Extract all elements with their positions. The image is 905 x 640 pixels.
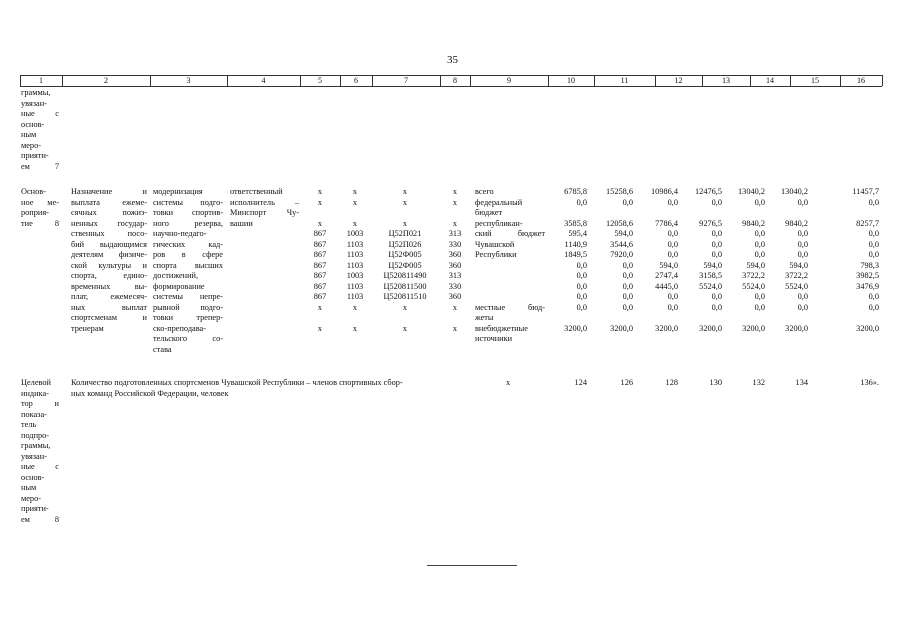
col10-cell-line: 0,0 <box>576 197 587 207</box>
col9-cell-line <box>475 282 545 293</box>
indicator-label-line: индика- <box>21 388 49 398</box>
target-indicator-col9: x <box>506 378 511 387</box>
col10-values <box>549 187 587 334</box>
col8-cell-line: x <box>452 197 458 207</box>
col10-cell-line <box>549 208 587 219</box>
col7-cell-line: Ц520811500 <box>383 281 427 291</box>
indicator-label-line: показа- <box>21 409 47 419</box>
executor-line: вашии <box>230 218 253 228</box>
activity-goal-line: системы непре- <box>153 292 223 301</box>
col6-cell-line <box>341 208 369 219</box>
col6-cell-line: 1003 <box>346 229 364 238</box>
subprogram-label-line: граммы, <box>21 88 51 97</box>
col7-cell-line: x <box>402 197 408 207</box>
col8-cell-line: x <box>452 302 458 312</box>
col7-cell-line: Ц52П021 <box>388 229 422 238</box>
col14-cell-line: 9840,2 <box>742 218 765 228</box>
header-cell-11: 11 <box>620 76 629 85</box>
subprogram-label-line: ным <box>21 130 37 139</box>
indicator-value: 134 <box>795 378 808 387</box>
col16-cell-line: 0,0 <box>868 292 879 301</box>
col16-values <box>834 187 879 334</box>
activity-description-line: ственных посо- <box>71 229 147 238</box>
col15-values <box>768 187 808 334</box>
col11-cell-line: 7920,0 <box>610 250 633 259</box>
col9-cell-line: источники <box>475 334 513 343</box>
indicator-label-line: Целевой <box>21 378 51 387</box>
subprogram-label-line: ем 7 <box>21 161 59 171</box>
col16-cell-line: 3200,0 <box>856 323 879 333</box>
target-indicator-label <box>21 378 59 525</box>
activity-description <box>71 187 147 334</box>
col14-cell-line: 0,0 <box>754 292 765 301</box>
activity-goal-line: спорта высших <box>153 260 223 270</box>
col6-cell-line: 1103 <box>346 239 364 249</box>
indicator-label-line: меро- <box>21 493 41 503</box>
activity-description-line: ненных государ- <box>71 218 147 228</box>
col14-cell-line: 0,0 <box>754 197 765 207</box>
col13-cell-line <box>682 313 722 324</box>
col14-cell-line: 3200,0 <box>742 323 765 333</box>
indicator-label-line: прияти- <box>21 504 49 513</box>
col7-csr <box>373 187 437 334</box>
col12-cell-line: 0,0 <box>667 239 678 249</box>
header-cell-16: 16 <box>857 76 865 85</box>
col9-cell-line: всего <box>475 187 494 196</box>
col10-cell-line: 3585,8 <box>564 218 587 228</box>
activity-goal-line: ско-преподава- <box>153 323 206 333</box>
col16-cell-line: 3476,9 <box>856 281 879 291</box>
col7-cell-line: Ц52Ф005 <box>388 260 422 270</box>
col7-cell-line: x <box>402 218 408 228</box>
col15-cell-line: 13040,2 <box>781 187 808 196</box>
activity-description-line: бий выдающимся <box>71 239 147 249</box>
col9-cell-line <box>475 271 545 282</box>
col9-cell-line: местные бюд- <box>475 302 545 312</box>
indicator-value: 128 <box>665 378 678 387</box>
col12-values <box>638 187 678 334</box>
col15-cell-line: 594,0 <box>789 260 808 270</box>
subprogram-label-line: меро- <box>21 140 41 150</box>
header-cell-6: 6 <box>354 76 358 85</box>
col7-cell-line <box>373 313 437 324</box>
col6-cell-line <box>341 313 369 324</box>
col13-cell-line: 0,0 <box>711 302 722 312</box>
header-cell-9: 9 <box>507 76 511 85</box>
col7-cell-line: x <box>402 323 408 333</box>
activity-goal-line: ров в сфере <box>153 250 223 259</box>
col8-cell-line: 313 <box>448 229 462 238</box>
header-cell-1: 1 <box>39 76 43 85</box>
col9-cell-line: внебюджетные <box>475 323 528 333</box>
activity-goal-line: формирование <box>153 281 205 291</box>
col12-cell-line: 0,0 <box>667 250 678 259</box>
header-cell-12: 12 <box>674 76 683 85</box>
col14-values <box>725 187 765 334</box>
activity-label-line: тие 8 <box>21 218 59 228</box>
col12-cell-line: 10986,4 <box>651 187 678 196</box>
activity-description-line: временных вы- <box>71 281 147 291</box>
col15-cell-line: 0,0 <box>797 302 808 312</box>
col15-cell-line: 9840,2 <box>785 218 808 228</box>
col16-cell-line: 0,0 <box>868 229 879 238</box>
col15-cell-line: 0,0 <box>797 292 808 301</box>
col8-cell-line: 313 <box>448 271 462 280</box>
footer-rule <box>427 565 517 566</box>
subprogram-label-line: основ- <box>21 119 45 129</box>
indicator-label-line: граммы, <box>21 441 51 450</box>
col5-cell-line <box>306 313 334 324</box>
col15-cell-line: 3200,0 <box>785 323 808 333</box>
col13-values <box>682 187 722 334</box>
indicator-label-line: увязан- <box>21 451 47 461</box>
col11-cell-line: 0,0 <box>622 271 633 280</box>
col13-cell-line: 9276,5 <box>699 218 722 228</box>
activity-goal-line: модернизация <box>153 187 203 196</box>
col12-cell-line <box>638 313 678 324</box>
col16-cell-line: 0,0 <box>868 239 879 249</box>
col8-cell-line <box>444 313 466 324</box>
col6-cell-line: x <box>352 187 358 196</box>
col9-cell-line <box>475 292 545 303</box>
activity-goal-line: ного резерва, <box>153 218 223 228</box>
col8-cell-line: x <box>452 323 458 333</box>
header-cell-2: 2 <box>104 76 108 85</box>
col12-cell-line: 3200,0 <box>655 323 678 333</box>
col10-cell-line: 1849,5 <box>564 250 587 259</box>
col12-cell-line: 0,0 <box>667 229 678 238</box>
activity-description-line: тренерам <box>71 323 104 333</box>
col7-cell-line: x <box>402 187 408 196</box>
activity-goal-line: тельского со- <box>153 334 223 343</box>
col8-cell-line: x <box>452 218 458 228</box>
activity-description-line: деятелям физиче- <box>71 250 147 259</box>
activity-goal-line: системы подго- <box>153 197 223 207</box>
col16-cell-line: 0,0 <box>868 250 879 259</box>
activity-description-line: ных выплат <box>71 302 147 312</box>
col11-cell-line: 594,0 <box>614 229 633 238</box>
col13-cell-line: 594,0 <box>703 260 722 270</box>
col8-cell-line: 330 <box>448 239 462 249</box>
col6-cell-line: 1103 <box>346 250 364 259</box>
col10-cell-line: 0,0 <box>576 281 587 291</box>
activity-goal-line: научно-педаго- <box>153 229 207 238</box>
table-header-bottom-border <box>20 86 882 87</box>
main-activity-8-label <box>21 187 59 229</box>
col7-cell-line: x <box>402 302 408 312</box>
col14-cell-line: 0,0 <box>754 239 765 249</box>
col16-cell-line: 11457,7 <box>852 187 879 196</box>
indicator-description-line: ных команд Российской Федерации, человек <box>71 388 229 398</box>
col14-cell-line: 3722,2 <box>742 271 765 280</box>
col5-cell-line: 867 <box>313 239 327 249</box>
col11-cell-line: 0,0 <box>622 292 633 301</box>
col15-cell-line: 3722,2 <box>785 271 808 280</box>
col9-cell-line <box>475 261 545 272</box>
col9-cell-line: жеты <box>475 313 494 322</box>
indicator-label-line: подпро- <box>21 430 50 440</box>
col6-cell-line: x <box>352 323 358 333</box>
indicator-label-line: ным <box>21 483 37 492</box>
indicator-value: 136». <box>860 378 879 387</box>
activity-description-line: ской культуры и <box>71 260 147 270</box>
col13-cell-line: 12476,5 <box>695 187 722 196</box>
header-cell-14: 14 <box>766 76 774 85</box>
header-cell-7: 7 <box>404 76 408 85</box>
col6-cell-line: 1103 <box>346 281 364 291</box>
col15-cell-line: 0,0 <box>797 197 808 207</box>
col5-cell-line: x <box>317 218 323 228</box>
activity-description-line: спорта, едино- <box>71 271 147 280</box>
col11-cell-line <box>592 208 633 219</box>
activity-goal-line: рывной подго- <box>153 302 223 312</box>
activity-goal <box>153 187 223 355</box>
col13-cell-line: 0,0 <box>711 229 722 238</box>
col5-cell-line: 867 <box>313 250 327 259</box>
col16-cell-line: 798,3 <box>860 260 879 270</box>
col10-cell-line: 0,0 <box>576 260 587 270</box>
activity-goal-line: товки трепер- <box>153 313 223 322</box>
col10-cell-line: 6785,8 <box>564 187 587 196</box>
col7-cell-line: Ц520811510 <box>383 292 427 301</box>
col12-cell-line: 0,0 <box>667 292 678 301</box>
activity-description-line: Назначение и <box>71 187 147 196</box>
col13-cell-line: 5524,0 <box>699 281 722 291</box>
col14-cell-line: 0,0 <box>754 250 765 259</box>
col9-cell-line: ский бюджет <box>475 229 545 238</box>
col11-cell-line: 0,0 <box>622 260 633 270</box>
activity-goal-line: товки спортив- <box>153 208 223 217</box>
indicator-value: 126 <box>620 378 633 387</box>
header-cell-15: 15 <box>811 76 819 85</box>
executor-line: исполнитель – <box>230 197 299 207</box>
col10-cell-line: 0,0 <box>576 292 587 301</box>
header-cell-5: 5 <box>318 76 322 85</box>
col15-cell-line: 0,0 <box>797 250 808 259</box>
col13-cell-line <box>682 208 722 219</box>
col6-rzpr <box>341 187 369 334</box>
col7-cell-line: Ц52П026 <box>388 239 422 249</box>
header-cell-13: 13 <box>722 76 730 85</box>
col14-cell-line <box>725 313 765 324</box>
indicator-value: 130 <box>709 378 722 387</box>
col12-cell-line: 0,0 <box>667 302 678 312</box>
col13-cell-line: 3158,5 <box>699 271 722 280</box>
col16-cell-line: 3982,5 <box>856 271 879 280</box>
activity-goal-line: гических кад- <box>153 239 223 249</box>
col5-cell-line: x <box>317 323 323 333</box>
col6-cell-line: 1103 <box>346 292 364 301</box>
col14-cell-line: 5524,0 <box>742 281 765 291</box>
col5-cell-line: x <box>317 187 323 196</box>
col8-cell-line: 360 <box>448 292 462 301</box>
col12-cell-line: 2747,4 <box>655 271 678 280</box>
col14-cell-line <box>725 208 765 219</box>
col5-cell-line: x <box>317 197 323 207</box>
indicator-label-line: тор и <box>21 399 59 408</box>
col11-cell-line: 0,0 <box>622 197 633 207</box>
row-subprogram-7-label <box>21 88 59 172</box>
subprogram-label-line: ные с <box>21 109 59 118</box>
col5-cell-line: x <box>317 302 323 312</box>
executor-line: Минспорт Чу- <box>230 208 299 217</box>
col13-cell-line: 0,0 <box>711 292 722 301</box>
col10-cell-line: 1140,9 <box>564 239 587 249</box>
col5-grbs <box>306 187 334 334</box>
col5-cell-line: 867 <box>313 271 327 280</box>
col7-cell-line <box>373 208 437 219</box>
executor-line: ответственный <box>230 187 283 196</box>
responsible-executor <box>230 187 299 229</box>
col12-cell-line: 4445,0 <box>655 281 678 291</box>
col7-cell-line: Ц520811490 <box>383 271 427 280</box>
col8-cell-line: 360 <box>448 250 462 259</box>
col10-cell-line: 0,0 <box>576 271 587 280</box>
col10-cell-line: 0,0 <box>576 302 587 312</box>
col14-cell-line: 0,0 <box>754 229 765 238</box>
col5-cell-line: 867 <box>313 281 327 291</box>
col5-cell-line: 867 <box>313 229 327 238</box>
col8-cell-line: 360 <box>448 260 462 270</box>
col12-cell-line: 7786,4 <box>655 218 678 228</box>
col13-cell-line: 3200,0 <box>699 323 722 333</box>
col16-cell-line: 0,0 <box>868 197 879 207</box>
col8-vr <box>444 187 466 334</box>
col16-cell-line: 8257,7 <box>856 218 879 228</box>
activity-goal-line: достижений, <box>153 271 199 280</box>
col6-cell-line: x <box>352 218 358 228</box>
col13-cell-line: 0,0 <box>711 197 722 207</box>
col13-cell-line: 0,0 <box>711 250 722 259</box>
header-divider <box>882 75 883 86</box>
col11-cell-line <box>592 313 633 324</box>
col14-cell-line: 0,0 <box>754 302 765 312</box>
indicator-label-line: основ- <box>21 472 45 482</box>
activity-label-line: ное ме- <box>21 197 59 207</box>
col12-cell-line: 594,0 <box>659 260 678 270</box>
activity-description-line: плат, ежемесяч- <box>71 292 147 301</box>
col9-cell-line: Чувашской <box>475 239 515 249</box>
col11-cell-line: 3544,6 <box>610 239 633 249</box>
header-cell-10: 10 <box>567 76 575 85</box>
col9-cell-line: Республики <box>475 250 517 259</box>
col16-cell-line <box>834 313 879 324</box>
col6-cell-line: 1003 <box>346 271 364 280</box>
subprogram-label-line: прияти- <box>21 151 49 160</box>
col9-cell-line: бюджет <box>475 208 503 217</box>
col11-cell-line: 0,0 <box>622 302 633 312</box>
col7-cell-line: Ц52Ф005 <box>388 250 422 259</box>
col15-cell-line <box>768 313 808 324</box>
activity-description-line: сячных пожиз- <box>71 208 147 217</box>
indicator-label-line: ем 8 <box>21 514 59 524</box>
col10-cell-line <box>549 313 587 324</box>
col6-cell-line: 1103 <box>346 260 364 270</box>
indicator-label-line: тель <box>21 420 37 429</box>
header-cell-3: 3 <box>186 76 191 85</box>
col9-cell-line: федеральный <box>475 197 523 207</box>
header-cell-8: 8 <box>453 76 457 85</box>
target-indicator-description <box>71 378 491 399</box>
indicator-value: 132 <box>752 378 765 387</box>
col16-cell-line <box>834 208 879 219</box>
col15-cell-line <box>768 208 808 219</box>
col9-cell-line: республикан- <box>475 218 523 228</box>
indicator-label-line: ные с <box>21 462 59 471</box>
col5-cell-line <box>306 208 334 219</box>
indicator-value: 124 <box>574 378 587 387</box>
col5-cell-line: 867 <box>313 260 327 270</box>
activity-label-line: роприя- <box>21 208 49 217</box>
col12-cell-line <box>638 208 678 219</box>
col10-cell-line: 3200,0 <box>564 323 587 333</box>
col8-cell-line <box>444 208 466 219</box>
col8-cell-line: 330 <box>448 281 462 291</box>
col11-cell-line: 3200,0 <box>610 323 633 333</box>
col15-cell-line: 0,0 <box>797 229 808 238</box>
col11-cell-line: 15258,6 <box>606 187 633 196</box>
col10-cell-line: 595,4 <box>568 229 587 238</box>
funding-source <box>475 187 545 345</box>
col11-cell-line: 0,0 <box>622 281 633 291</box>
activity-description-line: спортсменам и <box>71 313 147 322</box>
activity-description-line: выплата ежеме- <box>71 197 147 207</box>
col16-cell-line: 0,0 <box>868 302 879 312</box>
col14-cell-line: 13040,2 <box>738 187 765 196</box>
col13-cell-line: 0,0 <box>711 239 722 249</box>
col15-cell-line: 5524,0 <box>785 281 808 291</box>
indicator-description-line: Количество подготовленных спортсменов Чувашской Республики – членов спортивных сбор- <box>71 378 403 387</box>
col11-cell-line: 12058,6 <box>606 218 633 228</box>
col15-cell-line: 0,0 <box>797 239 808 249</box>
activity-label-line: Основ- <box>21 187 46 196</box>
col6-cell-line: x <box>352 197 358 207</box>
col8-cell-line: x <box>452 187 458 196</box>
header-cell-4: 4 <box>261 76 266 85</box>
col5-cell-line: 867 <box>313 292 327 301</box>
subprogram-label-line: увязан- <box>21 98 47 108</box>
activity-goal-line: става <box>153 344 172 354</box>
page-number: 35 <box>447 54 458 66</box>
col6-cell-line: x <box>352 302 358 312</box>
col14-cell-line: 594,0 <box>746 260 765 270</box>
col12-cell-line: 0,0 <box>667 197 678 207</box>
col11-values <box>592 187 633 334</box>
